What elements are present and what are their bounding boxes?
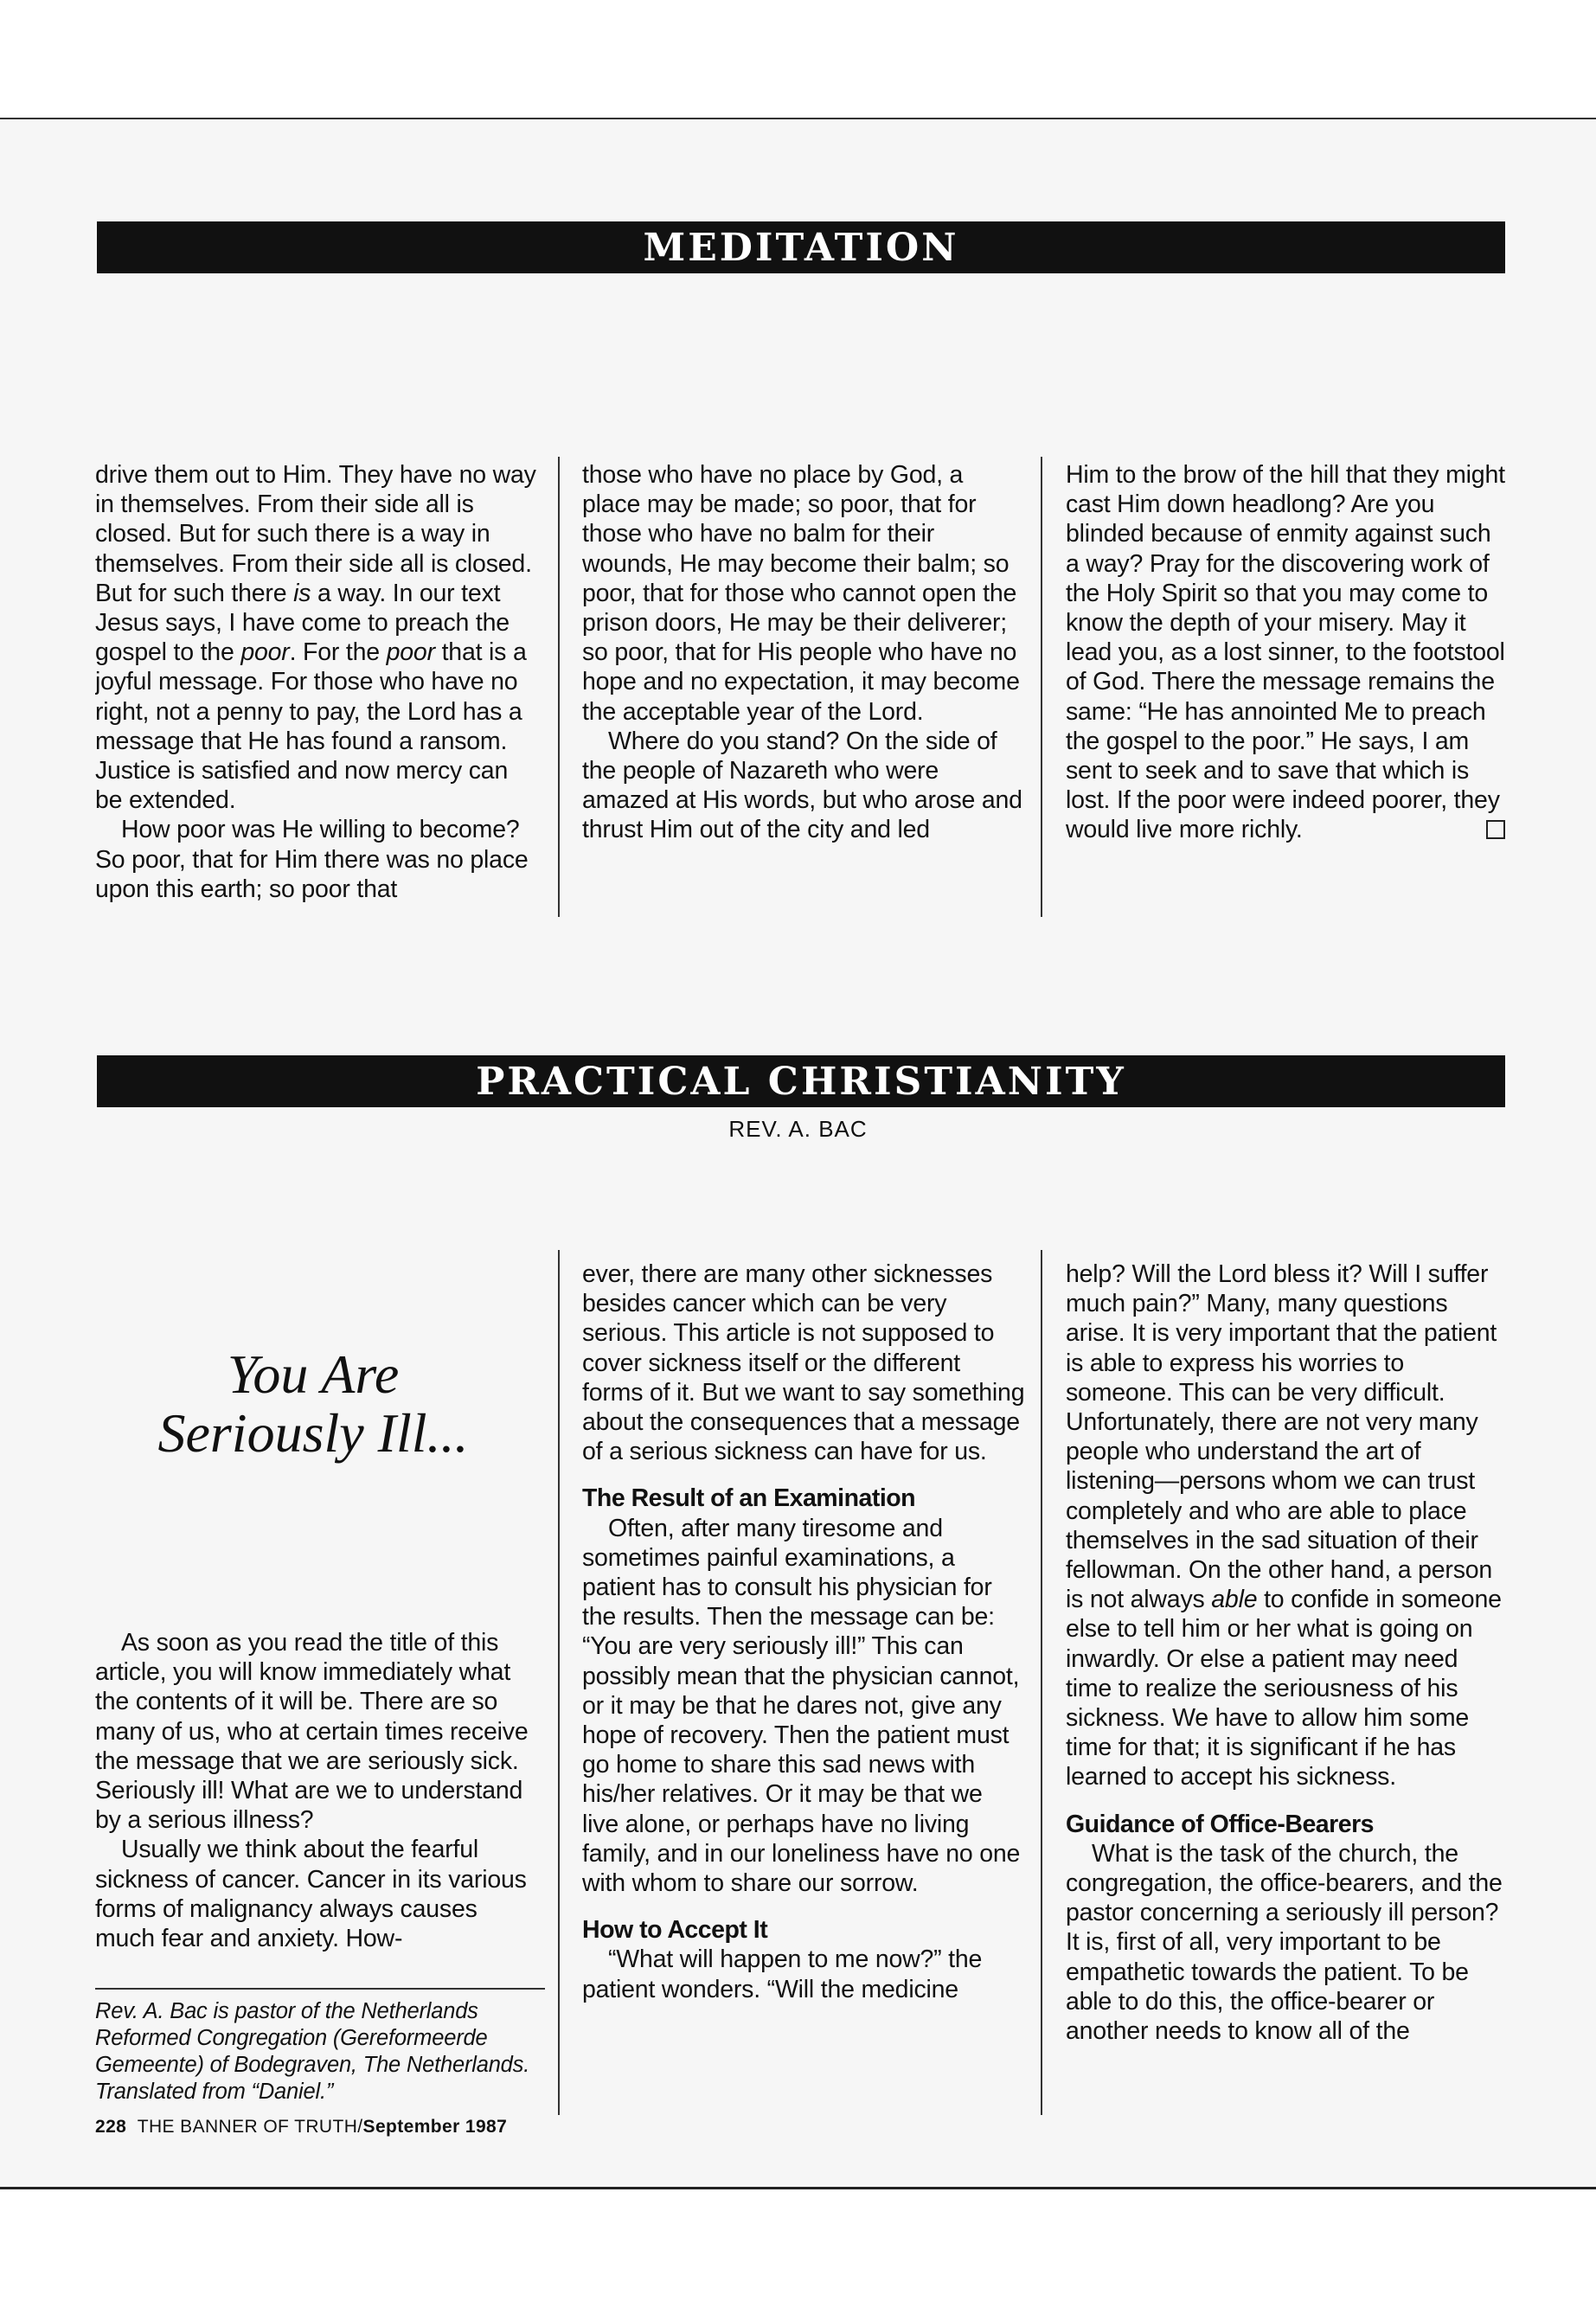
meditation-column-1: drive them out to Him. They have no way in themselves. From their side all is closed. But for such there is a way in themselves. From their side all is closed. But for such there is a way. In our text Jesus says, I have come to preach the gospel to the poor. For the poor that is a joyful message. For those who have no right, not a penny to pay, the Lord has a message that He has found a ransom. Justice is satisfied and now mercy can be extended. How poor was He willing to become? So poor, that for Him there was no place upon this earth; so poor that [95,461,536,903]
end-mark-icon [1486,820,1505,839]
author-byline: REV. A. BAC [728,1116,868,1142]
meditation-banner: MEDITATION [97,221,1505,273]
column-rule [558,457,560,917]
author-note: Rev. A. Bac is pastor of the Netherlands Reformed Congregation (Gereformeerde Gemeente) of Bodegraven, The Netherlands. Translated from “Daniel.” [95,1988,545,2106]
article-column-2: ever, there are many other sicknesses besides cancer which can be very serious. This article is not supposed to cover sickness itself or the different forms of it. But we want to say something about the consequences that a message of a serious sickness can have for us. The Result of an Examination Often, after many tiresome and sometimes painful examinations, a patient has to consult his physician for the results. Then the message can be: “You are very seriously ill!” This can possibly mean that the physician cannot, or it may be that he dares not, give any hope of recovery. Then the patient must go home to share this sad news with his/her relatives. Or it may be that we live alone, or perhaps have no living family, and in our loneliness have no one with whom to share our sorrow. How to Accept It “What will happen to me now?” the patient wonders. “Will the medicine [582,1260,1025,2003]
subhead-accept: How to Accept It [582,1916,768,1945]
article-column-3: help? Will the Lord bless it? Will I suffer much pain?” Many, many questions arise. It is very important that the patient is able to express his worries to someone. This can be very difficult. Unfortunately, there are not very many people who understand the art of listening—persons whom we can trust completely and who are able to place themselves in the sad situation of their fellowman. On the other hand, a person is not always able to confide in someone else to tell him or her what is going on inwardly. Or else a patient may need time to realize the seriousness of his sickness. We have to allow him some time for that; it is significant if he has learned to accept his sickness. Guidance of Office-Bearers What is the task of the church, the congregation, the office-bearers, and the pastor concerning a seriously ill person? It is, first of all, very important to be empathetic towards the patient. To be able to do this, the office-bearer or another needs to know all of the [1066,1259,1505,2046]
page-footer: 228 THE BANNER OF TRUTH/September 1987 [95,2117,508,2137]
column-rule [558,1250,560,2115]
column-rule [1041,457,1042,917]
subhead-guidance: Guidance of Office-Bearers [1066,1810,1375,1838]
meditation-column-2: those who have no place by God, a place may be made; so poor, that for those who have no balm for their wounds, He may become their balm; so poor, that for those who cannot open the prison doors, He may be their deliverer; so poor, that for His people who have no hope and no expectation, it may become the acceptable year of the Lord. Where do you stand? On the side of the people of Nazareth who were amazed at His words, but who arose and thrust Him out of the city and led [582,461,1022,844]
meditation-column-3: Him to the brow of the hill that they might cast Him down headlong? Are you blinded because of enmity against such a way? Pray for the discovering work of the Holy Spirit so that you may come to know the depth of your misery. May it lead you, as a lost sinner, to the footstool of God. There the message remains the same: “He has annointed Me to preach the gospel to the poor.” He says, I am sent to seek and to save that which is lost. If the poor were indeed poorer, they would live more richly. [1066,461,1505,844]
article-title: You Are Seriously Ill... [157,1343,469,1464]
article-column-1: As soon as you read the title of this article, you will know immediately what the contents of it will be. There are so many of us, who at certain times receive the message that we are seriously sick. Seriously ill! What are we to understand by a serious illness? Usually we think about the fearful sickness of cancer. Cancer in its various forms of malignancy always causes much fear and anxiety. How- [95,1629,529,1953]
practical-christianity-banner: PRACTICAL CHRISTIANITY [97,1055,1505,1107]
subhead-result: The Result of an Examination [582,1484,916,1513]
column-rule [1041,1250,1042,2115]
